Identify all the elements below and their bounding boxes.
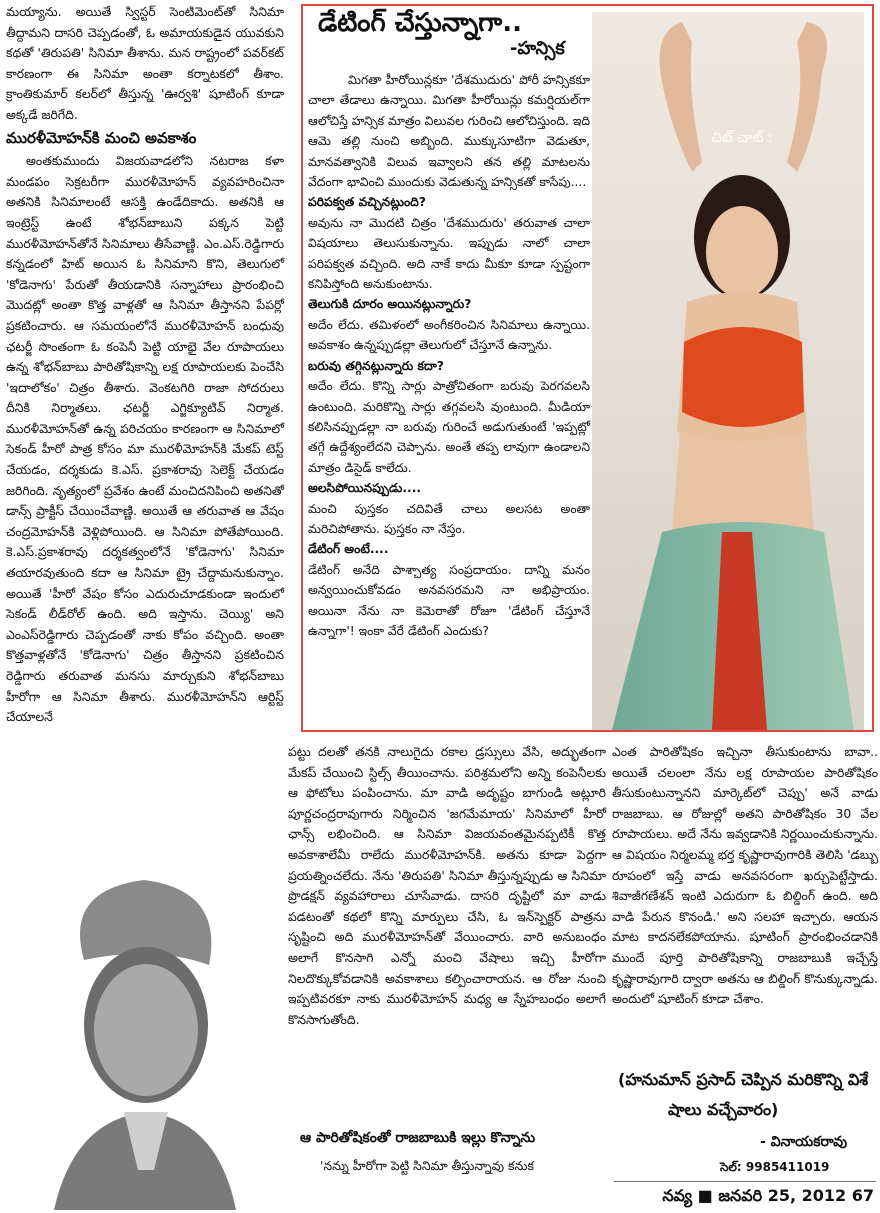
inset-title: డేటింగ్ చేస్తున్నాగా.. — [318, 8, 522, 38]
qa-answer: అవును నా మొదటి చిత్రం 'దేశముదురు' తరువాత చాలా విషయాలు తెలుసుకున్నాను. ఇప్పుడు నాలో చాలా పరిపక్వత వచ్చింది. అది నాకే కాదు మీకూ కూడా స్పష్టంగా కనిపిస్తోంది అనుకుంటాను. — [308, 215, 590, 292]
cell-number: సెల్: 9985411019 — [720, 1160, 830, 1174]
col1-intro: మయ్యాను. అయితే స్విస్టర్ సెంటిమెంట్‌తో సినిమా తీద్దామని దాసరి చెప్పడంతో, ఓ అమాయకుడైన యువకుని కథతో 'తిరుపతి' సినిమా తీశాను. మన రాష్ట్రంలో పవర్‌కట్ కారణంగా ఈ సినిమా అంతా కర్నాటకలో తీశాం. క్రాంతికుమార్ కలర్‌లో తీస్తున్న 'ఊర్వశి' షూటింగ్ కూడా అక్కడే జరిగేది. — [6, 4, 284, 122]
column-3 — [612, 742, 878, 1010]
qa-question: డేటింగ్ అంటే.... — [308, 542, 389, 557]
portrait-photo — [4, 850, 284, 1210]
qa-question: బరువు తగ్గినట్లున్నారు కదా? — [308, 358, 444, 373]
qa-question: అలసిపోయినప్పుడు.... — [308, 481, 422, 496]
credit-line-2: షాలు వచ్చేవారం) — [668, 1100, 779, 1119]
col1-heading: మురళీమోహన్‌కి మంచి అవకాశం — [6, 128, 197, 147]
qa-question: పరిపక్వత వచ్చినట్లుంది? — [308, 195, 426, 210]
inset-byline: -హన్సిక — [510, 38, 565, 59]
qa-answer: అదేం లేదు. కొన్ని సార్లు పాత్రోచితంగా బరువు పెరగవలసి ఉంటుంది. మరికొన్ని సార్లు తగ్గవలసి వుంటుంది. మీడియా కలిసినప్పుడల్లా నా బరువు గురించే అడుగుతుంటే 'ఇప్పట్లో తగ్గే ఉద్దేశ్యంలేదని చెప్పాను. అంతే తప్ప లావుగా ఉండాలని మాత్రం డిసైడ్ కాలేదు. — [308, 379, 590, 475]
col3-body: ఎంత పారితోషికం ఇచ్చినా తీసుకుంటాను బావా.. అయితే చలంలా నేను లక్ష రూపాయల పారితోషికం తీసుకుంటున్నానని మార్కెట్‌లో చెప్పు' అనే వాడు రాజబాబు. ఆ రోజుల్లో అతని పారితోషికం 30 వేల రూపాయలు. అదే నేను ఇవ్వడానికి నిర్ణయించుకున్నాను. ఆ విషయం నిర్మలమ్మ భర్త కృష్ణారావుగారికి తెలిసి 'డబ్బు రూపంలో ఇస్తే వాడు అనవసరంగా ఖర్చుపెట్టేస్తాడు. శివాజీగణేశన్ ఇంటి ఎదురుగా ఓ బిల్డింగ్ ఉంది. అది వాడి పేరున కొనండి.' అని సలహా ఇచ్చారు. ఆయన మాట కాదనలేకపోయాను. షూటింగ్ ప్రారంభించడానికి ముందే పూర్తి పారితోషికాన్ని రాజబాబుకి ఇచ్చేస్తే కృష్ణారావుగారి ద్వారా అతను ఆ బిల్డింగ్ కొనుక్కున్నాడు. అందులో షూటింగ్ కూడా చేశాం. — [612, 744, 878, 1007]
qa-question: తెలుగుకి దూరం అయినట్లున్నారు? — [308, 297, 472, 312]
footer-rule — [614, 1181, 876, 1182]
column-1 — [6, 2, 284, 728]
author: - వినాయకరావు — [760, 1134, 848, 1150]
credit-line-1: (హనుమాన్ ప్రసాద్ చెప్పిన మరికొన్ని విశే — [618, 1070, 869, 1089]
page-footer: నవ్య ■ జనవరి 25, 2012 67 — [662, 1186, 874, 1205]
inset-text — [308, 70, 590, 641]
qa-answer: డేటింగ్ అనేది పాశ్చాత్య సంప్రదాయం. దాన్ని మనం అన్వయించుకోవడం అనవసరమని నా అభిప్రాయం. అయినా నేను నా కెమెరాతో రోజూ 'డేటింగ్ చేస్తూనే ఉన్నాగా'! ఇంకా వేరే డేటింగ్ ఎందుకు? — [308, 562, 590, 638]
column-2 — [288, 742, 606, 1030]
qa-answer: మంచి పుస్తకం చదివితే చాలు అలసట అంతా మరిచిపోతాను. పుస్తకం నా నేస్తం. — [308, 501, 590, 536]
inset-intro: మిగతా హీరోయిన్లకూ 'దేశముదురు' పోరీ హన్సికకూ చాలా తేడాలు ఉన్నాయి. మిగతా హీరోయిన్లు కమర్షియల్‌గా ఆలోచిస్తే హన్సిక మాత్రం విలువల గురించి ఆలోచిస్తుంది. ఇది ఆమె తల్లి నుంచి అబ్బింది. ముక్కుసూటిగా వెడుతూ, మానవత్వానికి విలువ ఇవ్వాలని తన తల్లి మాటలను వేదంగా భావించి ముందుకు వెడుతున్న హన్సికతో కాసేపు.... — [308, 73, 591, 190]
photo-caption: చిట్ చాట్ : — [711, 130, 773, 146]
qa-answer: అదేం లేదు. తమిళంలో అంగీకరించిన సినిమాలు ఉన్నాయి. అవకాశం ఉన్నప్పుడల్లా తెలుగులో చేస్తూనే ఉన్నాను. — [308, 317, 590, 353]
col2-heading: ఆ పారితోషికంతో రాజబాబుకి ఇల్లు కొన్నాను — [300, 1130, 536, 1146]
col2-last-line: 'నన్ను హీరోగా పెట్టి సినిమా తీస్తున్నావు కనుక — [320, 1158, 534, 1173]
actress-photo — [592, 12, 864, 730]
col2-body: పట్టు దలతో తనకి నాలుగైదు రకాల డ్రస్సులు వేసి, అద్భుతంగా మేకప్ చేయించి స్టిల్స్ తీయించాను. పరిశ్రమలోని అన్ని కంపెనీలకు ఆ ఫోటోలు పంపించాను. మా వాడి అదృష్టం బాగుండి అట్లూరి పూర్ణచంద్రరావుగారు నిర్మించిన 'జగమేమాయ' సినిమాలో హీరో ఛాన్స్ లభించింది. ఆ సినిమా విజయవంతమైనప్పటికీ కొత్త అవకాశాలేమీ రాలేదు మురళీమోహన్‌కి. అతను కూడా పెద్దగా ప్రయత్నించలేదు. నేను 'తిరుపతి' సినిమా తీస్తున్నప్పుడు ఆ సినిమా ప్రొడక్షన్ వ్యవహారాలు చూసేవాడు. దాసరి దృష్టిలో మా వాడు పడటంతో కథలో కొన్ని మార్పులు చేసి, ఓ ఇన్‌స్పెక్టర్ పాత్రను సృష్టించి అది మురళీమోహన్‌తో వేయించారు. వారి అనుబంధం అలాగే కొనసాగి ఎన్నో మంచి వేషాలు ఇచ్చి హీరోగా నిలదొక్కుకోవడానికి అవకాశాలు కల్పించారాయన. ఆ రోజు నుంచి ఇప్పటివరకూ నాకు మురళీమోహన్ మధ్య ఆ స్నేహబంధం అలాగే కొనసాగుతోంది. — [288, 744, 606, 1027]
col1-body: అంతకుముందు విజయవాడలోని నటరాజ కళా మండపం సెక్రటరీగా మురళీమోహన్ వ్యవహరించినా అతనికి సినిమాలంటే ఆసక్తి ఉండేదికాదు. అతనికి ఆ ఇంట్రెస్ట్ ఉంటే శోభన్‌బాబుని పక్కన పెట్టి మురళీమోహన్‌తోనే సినిమాలు తీసేవాణ్ణి. ఎం.ఎస్.రెడ్డిగారు కన్నడంలో హిట్ అయిన ఓ సినిమాని కొని, తెలుగులో 'కోడెనాగు' పేరుతో తీయడానికి సన్నాహాలు ప్రారంభించి మొదట్లో అంతా కొత్త వాళ్లతో ఆ సినిమా తీస్తానని పేపర్లో ప్రకటించారు. ఆ సమయంలోనే మురళీమోహన్ బంధువు ఛటర్జీ సొంతంగా ఓ కంపెనీ పెట్టి యాభై వేల రూపాయలు ఉన్న శోభన్‌బాబు పారితోషికాన్ని లక్ష రూపాయలకు పెంచేసి 'ఇదాలోకం' చిత్రం తీశారు. వెంకటగిరి రాజా సోదరులు దీనికి నిర్మాతలు. ఛటర్జీ ఎగ్జిక్యూటివ్ నిర్మాత. మురళీమోహన్‌తో ఉన్న పరిచయం కారణంగా ఆ సినిమాలో సెకండ్ హీరో పాత్ర కోసం మా మురళీమోహన్‌కి మేకప్ టెస్ట్ చేయడం, దర్శకుడు కె.ఎస్. ప్రకాశరావు సెలెక్ట్ చేయడం జరిగింది. నృత్యంలో ప్రవేశం ఉంటే మంచిదనిపించి అతనితో డాన్స్ ప్రాక్టీస్ చేయించేవాణ్ణి. అయితే ఆ తరువాత ఆ వేషం చంద్రమోహన్‌కి వెళ్లిపోయింది. ఆ సినిమా పోతేపోయింది. కె.ఎస్.ప్రకాశరావు దర్శకత్వంలోనే 'కోడెనాగు' సినిమా తయారవుతుంది కదా ఆ సినిమా ట్రై చేద్దామనుకున్నాం. అయితే 'హీరో వేషం కోసం ఎదురుచూడకుండా ఇందులో సెకండ్ లీడ్‌రోల్ ఉంది. అది ఇస్తాను. చెయ్యి' అని ఎంఎస్‌రెడ్డిగారు చెప్పడంతో నాకు కోపం వచ్చింది. అంతా కొత్తవాళ్లతోనే 'కోడెనాగు' చిత్రం తీస్తానని ప్రకటించిన రెడ్డిగారు తరువాత మనసు మార్చుకుని శోభన్‌బాబు హీరోగా ఆ సినిమా తీశారు. మురళీమోహన్‌ని ఆర్టిస్ట్ చేయాలనే — [6, 153, 284, 725]
